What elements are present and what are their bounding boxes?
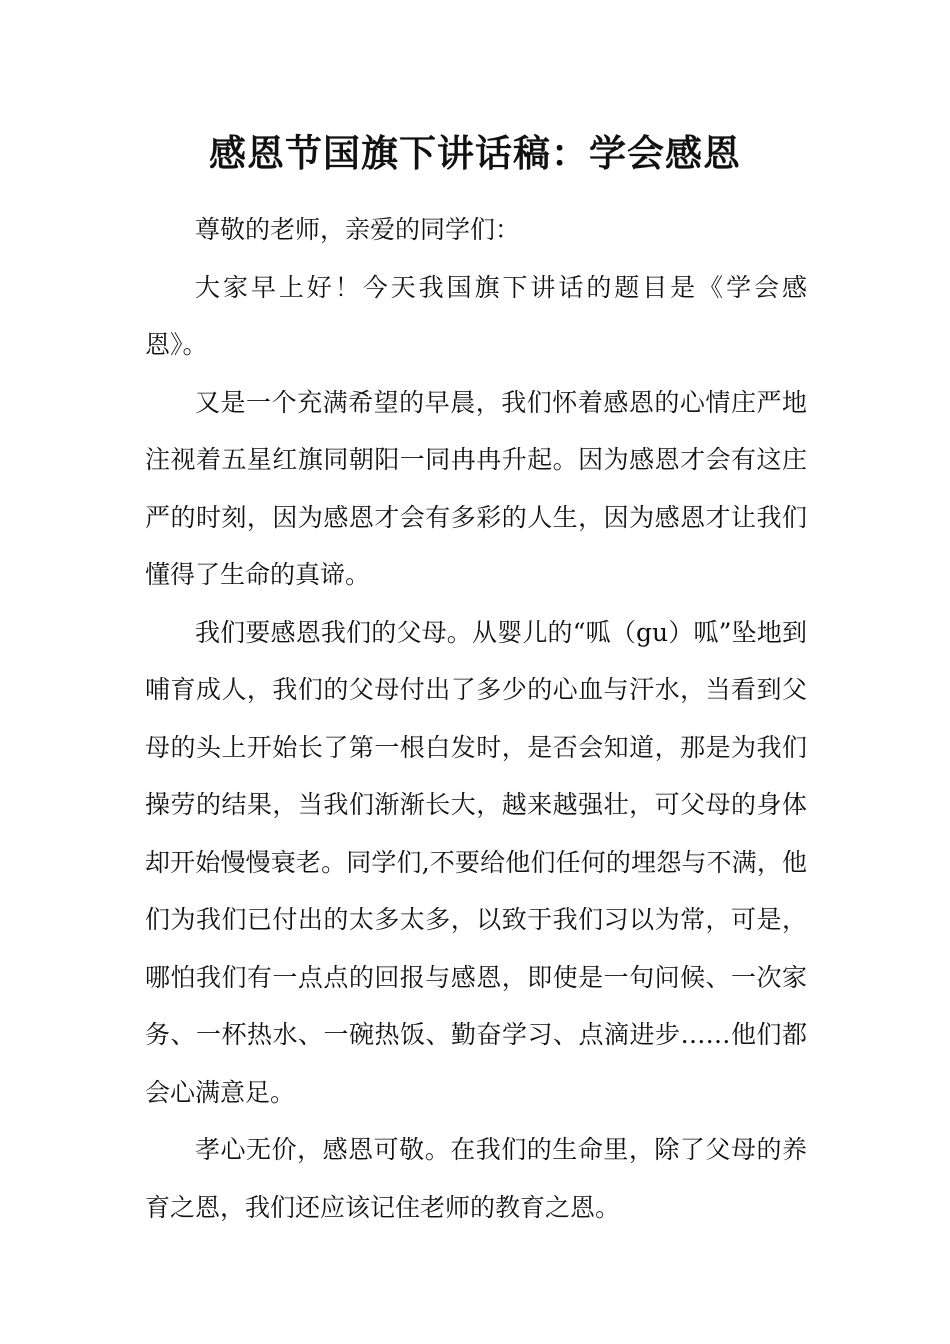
paragraph-teachers: 孝心无价，感恩可敬。在我们的生命里，除了父母的养育之恩，我们还应该记住老师的教育之恩。 [145, 1135, 807, 1222]
document-title: 感恩节国旗下讲话稿：学会感恩 [209, 131, 741, 175]
paragraph-greeting: 尊敬的老师，亲爱的同学们： [195, 215, 521, 244]
paragraph-opening: 大家早上好！今天我国旗下讲话的题目是《学会感恩》。 [145, 272, 807, 359]
paragraph-parents: 我们要感恩我们的父母。从婴儿的“呱（gu）呱”坠地到哺育成人，我们的父母付出了多少的心血与汗水，当看到父母的头上开始长了第一根白发时，是否会知道，那是为我们操劳的结果，当我们渐渐长大，越来越强壮，可父母的身体却开始慢慢衰老。同学们,不要给他们任何的埋怨与不满，他们为我们已付出的太多太多，以致于我们习以为常，可是，哪怕我们有一点点的回报与感恩，即使是一句问候、一次家务、一杯热水、一碗热饭、勤奋学习、点滴进步……他们都会心满意足。 [145, 617, 807, 1107]
paragraph-morning: 又是一个充满希望的早晨，我们怀着感恩的心情庄严地注视着五星红旗同朝阳一同冉冉升起。因为感恩才会有这庄严的时刻，因为感恩才会有多彩的人生，因为感恩才让我们懂得了生命的真谛。 [145, 387, 807, 589]
document-body [145, 201, 807, 1236]
